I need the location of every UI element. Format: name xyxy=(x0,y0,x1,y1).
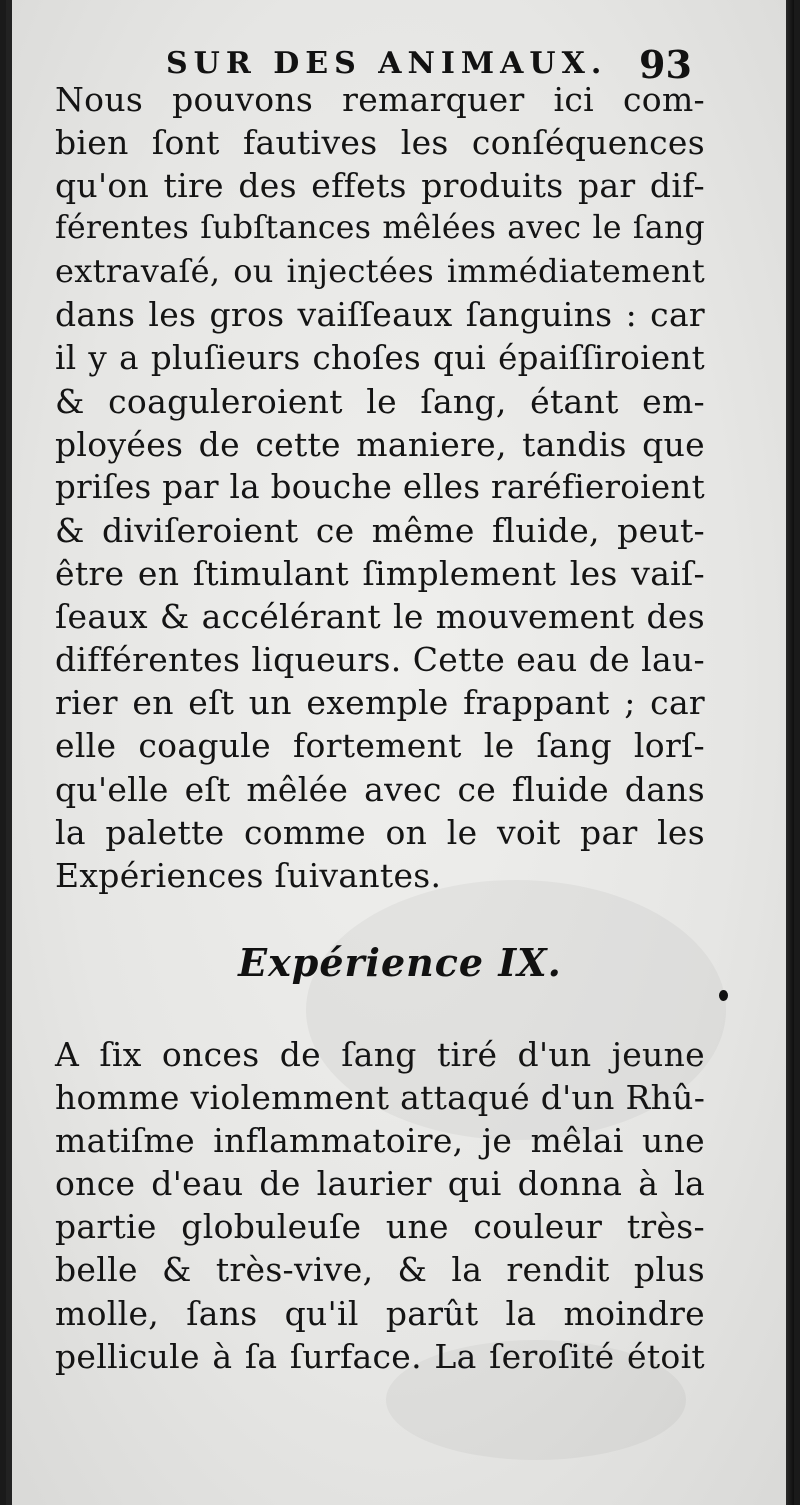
text-line: différentes liqueurs. Cette eau de lau- xyxy=(55,640,705,680)
text-line: elle coagule fortement le ſang lorſ- xyxy=(55,726,705,766)
text-line: & diviſeroient ce même fluide, peut- xyxy=(55,510,705,550)
text-line: qu'on tire des effets produits par dif- xyxy=(55,166,705,206)
text-line: ſeaux & accélérant le mouvement des xyxy=(55,597,705,637)
text-line: la palette comme on le voit par les xyxy=(55,812,705,852)
page-edge-left xyxy=(6,0,12,1505)
text-line: matiſme inflammatoire, je mêlai une xyxy=(55,1121,705,1161)
text-line: A ſix onces de ſang tiré d'un jeune xyxy=(55,1035,705,1074)
text-line: rier en eſt un exemple frappant ; car xyxy=(55,683,705,723)
text-line: Expériences ſuivantes. xyxy=(55,855,442,895)
ink-speck xyxy=(719,990,728,1001)
text-line: être en ſtimulant ſimplement les vaiſ- xyxy=(55,554,705,594)
paragraph-text xyxy=(55,1033,705,1378)
text-line: il y a pluſieurs choſes qui épaiſſiroient xyxy=(55,338,705,377)
text-line: belle & très-vive, & la rendit plus xyxy=(55,1250,705,1290)
page-number: 93 xyxy=(639,42,692,87)
text-line: bien ſont fautives les conſéquences xyxy=(55,123,705,163)
text-line: once d'eau de laurier qui donna à la xyxy=(55,1164,705,1204)
text-line: pellicule à ſa ſurface. La ſeroſité étoit xyxy=(55,1336,705,1376)
text-line: dans les gros vaiſſeaux ſanguins : car xyxy=(55,295,705,335)
text-line: férentes ſubſtances mêlées avec le ſang xyxy=(55,210,705,247)
text-line: priſes par la bouche elles raréfieroient xyxy=(55,467,705,506)
text-line: molle, ſans qu'il parût la moindre xyxy=(55,1293,705,1333)
running-head-title: SUR DES ANIMAUX. xyxy=(166,46,608,81)
text-line: extravaſé, ou injectées immédiatement xyxy=(55,252,705,291)
text-line: partie globuleuſe une couleur très- xyxy=(55,1207,705,1247)
text-line: homme violemment attaqué d'un Rhû- xyxy=(55,1078,706,1118)
book-page xyxy=(6,0,794,1505)
text-line: ployées de cette maniere, tandis que xyxy=(55,424,705,464)
page-edge-right xyxy=(786,0,794,1505)
paragraph-text xyxy=(55,78,705,897)
text-line: & coaguleroient le ſang, étant em- xyxy=(55,381,705,421)
text-line: qu'elle eſt mêlée avec ce fluide dans xyxy=(55,769,705,809)
section-heading: Expérience IX. xyxy=(238,940,562,985)
text-line: Nous pouvons remarquer ici com- xyxy=(55,80,705,119)
